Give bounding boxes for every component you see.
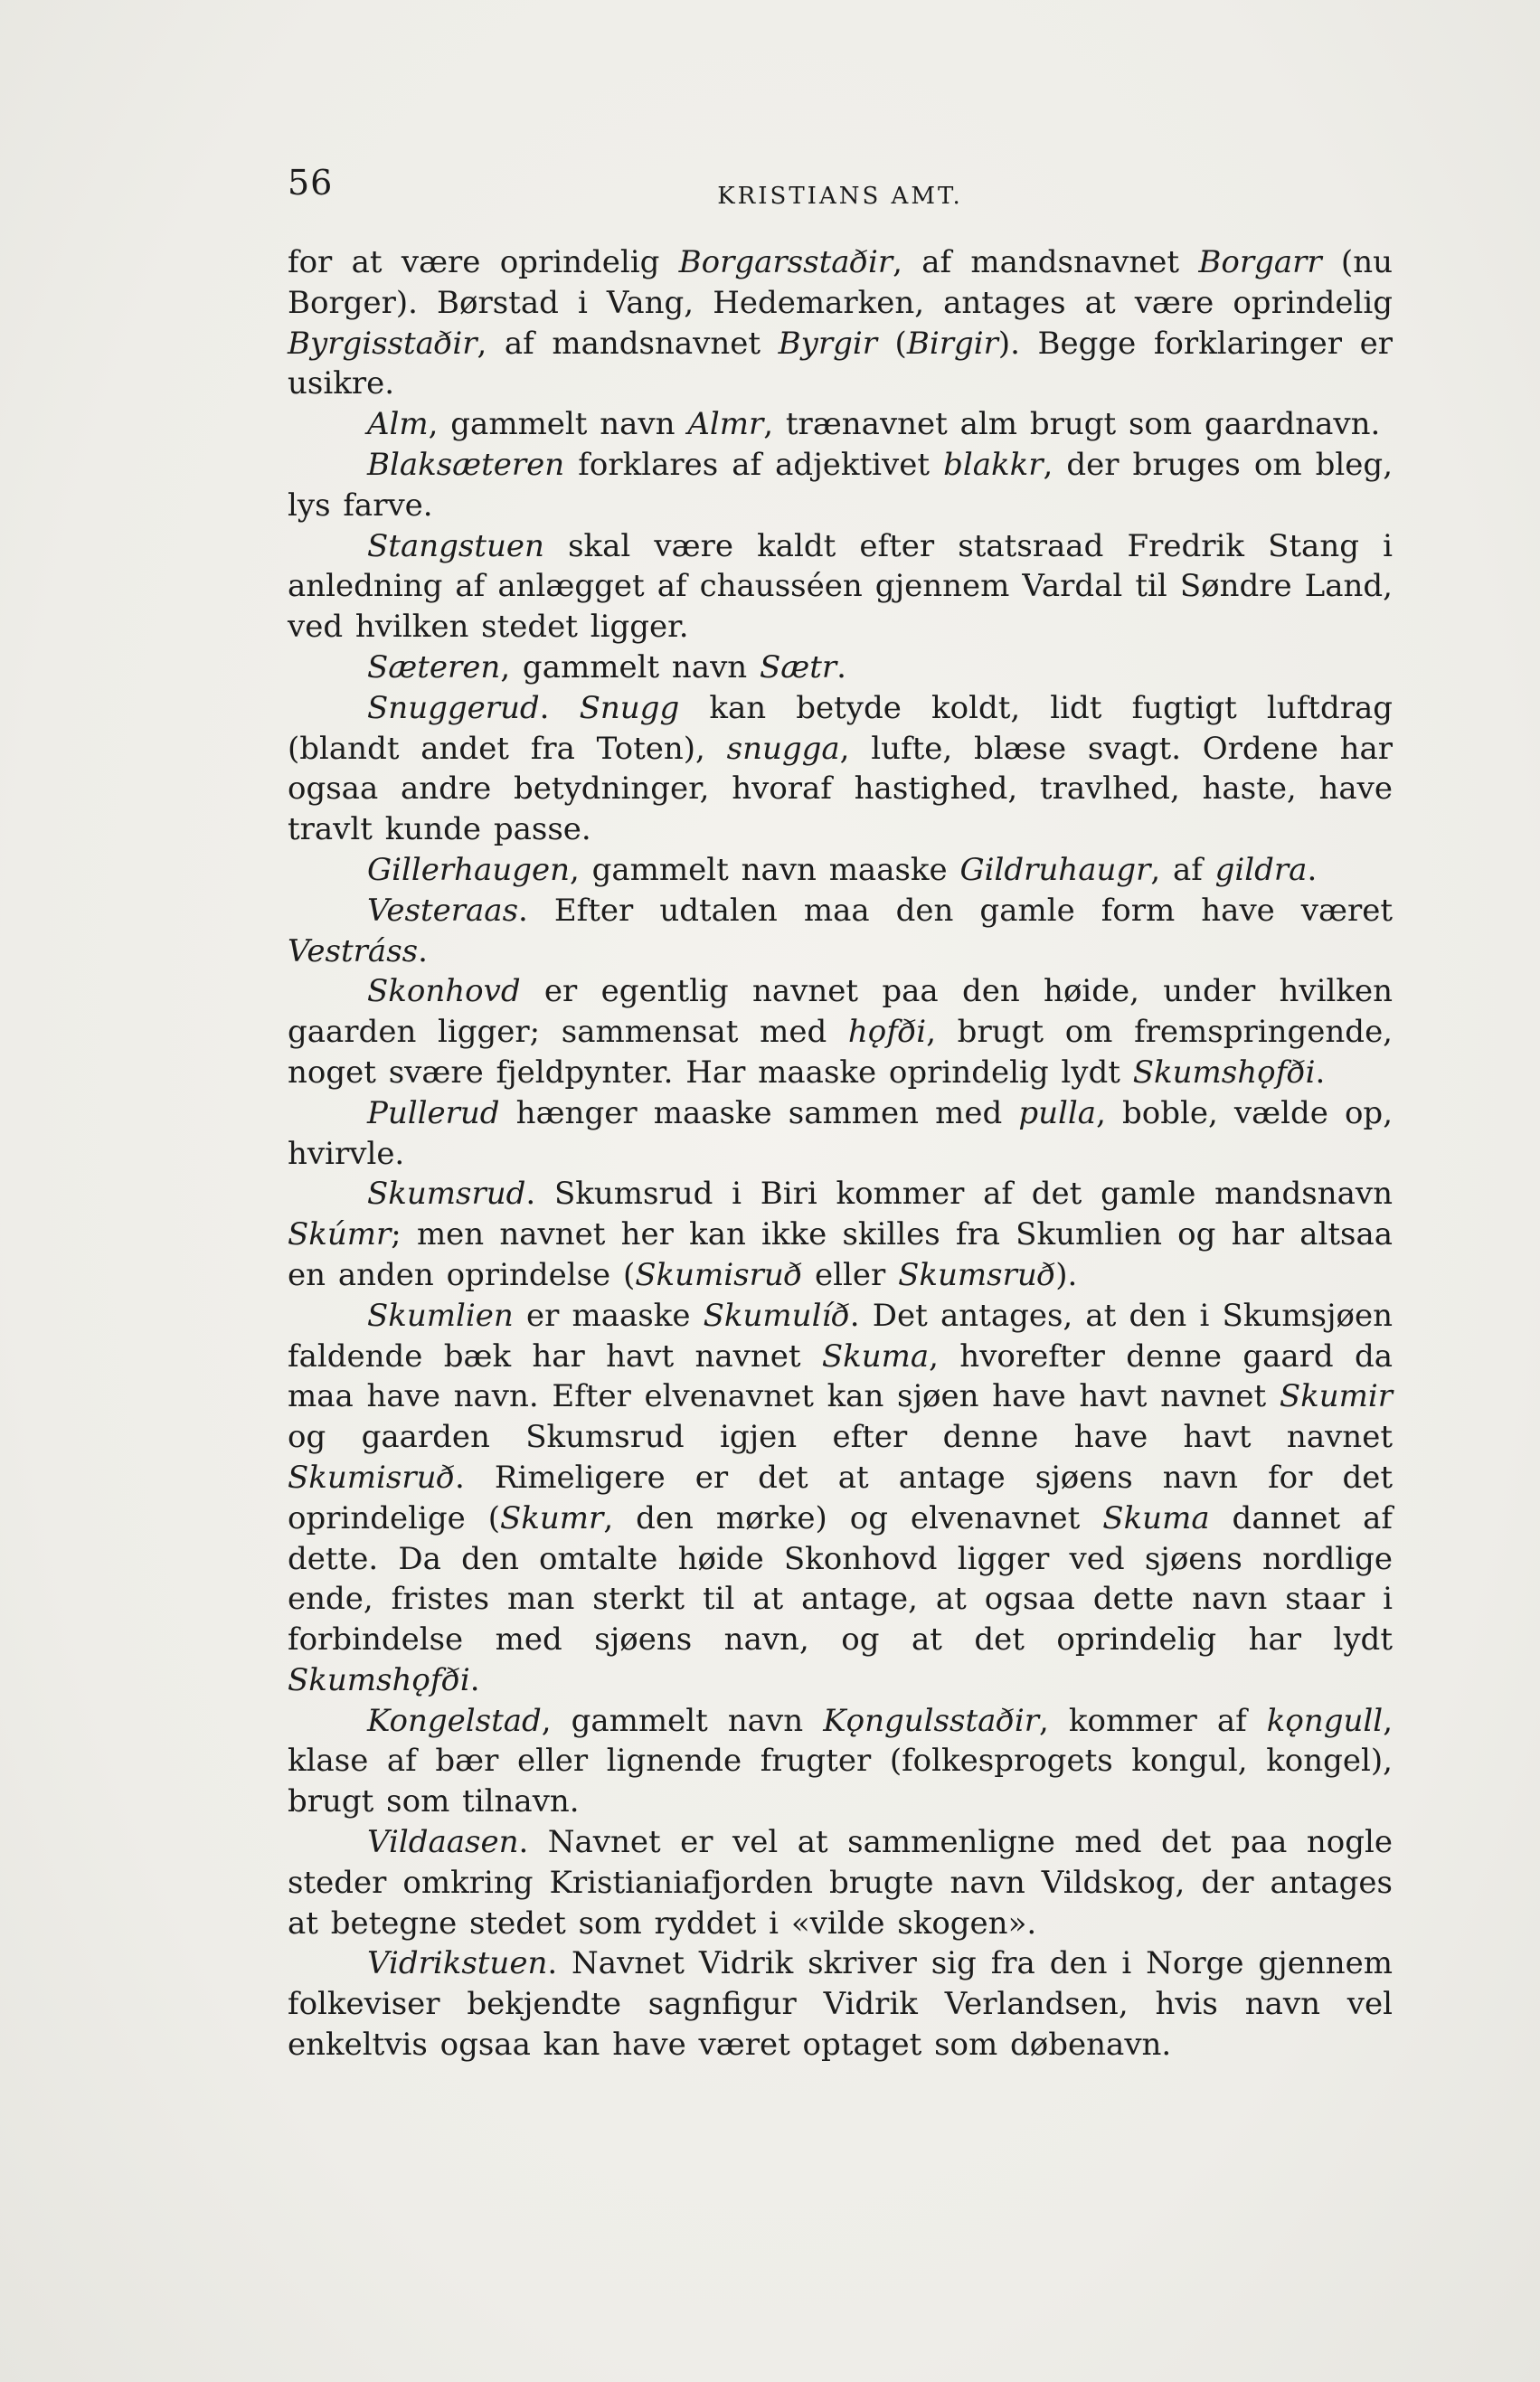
italic-term: Borgarr — [1198, 244, 1322, 280]
text-run: , lufte, blæse svagt. Ordene har ogsaa andre betydninger, hvoraf hastighed, travlhed, haste, have travlt kunde passe. — [288, 730, 1393, 848]
text-run: , klase af bær eller lignende frugter (folkesprogets kongul, kongel), brugt som tilnavn. — [288, 1702, 1393, 1820]
italic-term: Alm — [367, 406, 429, 443]
italic-term: Skumisruð — [635, 1256, 803, 1293]
italic-term: blakkr — [943, 446, 1044, 483]
italic-term: gildra — [1214, 851, 1308, 888]
italic-term: Skumsruð — [898, 1256, 1056, 1293]
text-run: . — [418, 932, 428, 969]
paragraph — [288, 891, 1393, 972]
text-run: . — [836, 648, 846, 685]
italic-term: Kǫngulsstaðir — [823, 1702, 1039, 1739]
text-run: er maaske — [513, 1297, 704, 1334]
italic-term: Byrgir — [778, 325, 877, 362]
paragraph — [288, 971, 1393, 1092]
italic-term: Skumisruð — [288, 1459, 455, 1496]
text-run: for at være oprindelig — [288, 244, 679, 280]
paragraph — [288, 1093, 1393, 1175]
text-run: . Rimeligere er det at antage sjøens navn for det oprindelige ( — [288, 1459, 1393, 1536]
page-number: 56 — [288, 163, 334, 203]
text-run: , hvorefter denne gaard da maa have navn. Efter elvenavnet kan sjøen have havt navnet — [288, 1338, 1393, 1415]
text-run: (nu Borger). Børstad i Vang, Hedemarken, antages at være oprindelig — [288, 244, 1393, 321]
italic-term: Snugg — [579, 689, 680, 726]
text-run: , af mandsnavnet — [477, 325, 779, 362]
text-run: ). — [1055, 1256, 1078, 1293]
italic-term: Stangstuen — [367, 527, 544, 564]
italic-term: kǫngull — [1266, 1702, 1384, 1739]
italic-term: Vildaasen — [367, 1824, 519, 1861]
italic-term: Sætr — [760, 648, 837, 685]
italic-term: Skuma — [1102, 1499, 1210, 1536]
page-header — [288, 163, 1393, 217]
paragraph — [288, 647, 1393, 688]
text-run: dannet af dette. Da den omtalte høide Skonhovd ligger ved sjøens nordlige ende, fristes man sterkt til at antage, at ogsaa dette navn staar i forbindelse med sjøens navn, og at det oprindelig har lydt — [288, 1499, 1393, 1659]
italic-term: snugga — [726, 730, 840, 767]
italic-term: Almr — [687, 406, 764, 443]
italic-term: pulla — [1018, 1094, 1097, 1131]
italic-term: Vestráss — [288, 932, 419, 969]
text-run: eller — [802, 1256, 899, 1293]
paragraph — [288, 688, 1393, 850]
paragraph — [288, 1174, 1393, 1295]
italic-term: Vesteraas — [367, 892, 519, 929]
italic-term: Blaksæteren — [367, 446, 565, 483]
italic-term: Skumir — [1279, 1378, 1393, 1415]
text-run: , der bruges om bleg, lys farve. — [288, 446, 1393, 524]
text-run: , gammelt navn — [541, 1702, 824, 1739]
text-run: , kommer af — [1038, 1702, 1267, 1739]
text-run: forklares af adjektivet — [564, 446, 944, 483]
text-run: , boble, vælde op, hvirvle. — [288, 1094, 1394, 1172]
text-run: hænger maaske sammen med — [499, 1094, 1019, 1131]
italic-term: Borgarsstaðir — [678, 244, 893, 280]
italic-term: Birgir — [906, 325, 998, 362]
paragraph — [288, 850, 1393, 891]
italic-term: Skúmr — [288, 1216, 392, 1253]
italic-term: Byrgisstaðir — [288, 325, 477, 362]
text-run: . — [469, 1661, 480, 1698]
paragraph — [288, 242, 1393, 404]
text-run: . Det antages, at den i Skumsjøen faldende bæk har havt navnet — [288, 1297, 1393, 1375]
italic-term: Skumsrud — [367, 1176, 526, 1213]
text-run: , brugt om fremspringende, noget svære fjeldpynter. Har maaske oprindelig lydt — [288, 1014, 1393, 1091]
text-run: . — [539, 689, 580, 726]
italic-term: hǫfði — [847, 1014, 927, 1051]
paragraph — [288, 1701, 1393, 1822]
italic-term: Gillerhaugen — [367, 851, 571, 888]
italic-term: Gildruhaugr — [959, 851, 1151, 888]
italic-term: Snuggerud — [367, 689, 540, 726]
text-run: . Efter udtalen maa den gamle form have været — [518, 892, 1393, 929]
text-run: og gaarden Skumsrud igjen efter denne have havt navnet — [288, 1419, 1393, 1456]
italic-term: Skonhovd — [367, 973, 521, 1010]
italic-term: Pullerud — [367, 1094, 500, 1131]
text-run: , gammelt navn maaske — [570, 851, 960, 888]
text-run: , trænavnet alm brugt som gaardnavn. — [763, 406, 1381, 443]
italic-term: Skumshǫfði — [288, 1661, 470, 1698]
text-run: . Navnet Vidrik skriver sig fra den i Norge gjennem folkeviser bekjendte sagnfigur Vidrik Verlandsen, hvis navn vel enkeltvis ogsaa kan have været optaget som døbenavn. — [288, 1945, 1393, 2064]
text-run: , gammelt navn — [500, 648, 760, 685]
text-run: , af — [1150, 851, 1215, 888]
text-run: , gammelt navn — [428, 406, 688, 443]
text-run: ). Begge forklaringer er usikre. — [288, 325, 1394, 402]
italic-term: Kongelstad — [367, 1702, 542, 1739]
text-run: skal være kaldt efter statsraad Fredrik Stang i anledning af anlægget af chausséen gjennem Vardal til Søndre Land, ved hvilken stedet ligger. — [288, 527, 1393, 646]
paragraph — [288, 526, 1393, 647]
text-run: kan betyde koldt, lidt fugtigt luftdrag (blandt andet fra Toten), — [288, 689, 1393, 767]
paragraph — [288, 1296, 1393, 1701]
text-run: , af mandsnavnet — [893, 244, 1199, 280]
text-run: . Navnet er vel at sammenligne med det paa nogle steder omkring Kristianiafjorden brugte navn Vildskog, der antages at betegne stedet som ryddet i «vilde skogen». — [288, 1824, 1393, 1942]
text-run: . Skumsrud i Biri kommer af det gamle mandsnavn — [525, 1176, 1393, 1213]
paragraph — [288, 445, 1393, 526]
italic-term: Skumshǫfði — [1132, 1054, 1316, 1091]
italic-term: Skuma — [821, 1338, 930, 1375]
paragraph — [288, 1943, 1393, 2065]
text-run: ; men navnet her kan ikke skilles fra Skumlien og har altsaa en anden oprindelse ( — [288, 1216, 1393, 1293]
paragraph — [288, 1822, 1393, 1943]
running-head: KRISTIANS AMT. — [717, 183, 963, 210]
italic-term: Skumr — [500, 1499, 604, 1536]
italic-term: Vidrikstuen — [367, 1945, 548, 1982]
text-run: , den mørke) og elvenavnet — [603, 1499, 1103, 1536]
body-text — [288, 242, 1393, 2065]
italic-term: Skumlien — [367, 1297, 514, 1334]
text-run: . — [1315, 1054, 1326, 1091]
italic-term: Sæteren — [367, 648, 501, 685]
italic-term: Skumulíð — [703, 1297, 850, 1334]
text-run: ( — [876, 325, 907, 362]
text-run: . — [1307, 851, 1318, 888]
paragraph — [288, 404, 1393, 445]
text-run: er egentlig navnet paa den høide, under hvilken gaarden ligger; sammensat med — [288, 973, 1393, 1051]
